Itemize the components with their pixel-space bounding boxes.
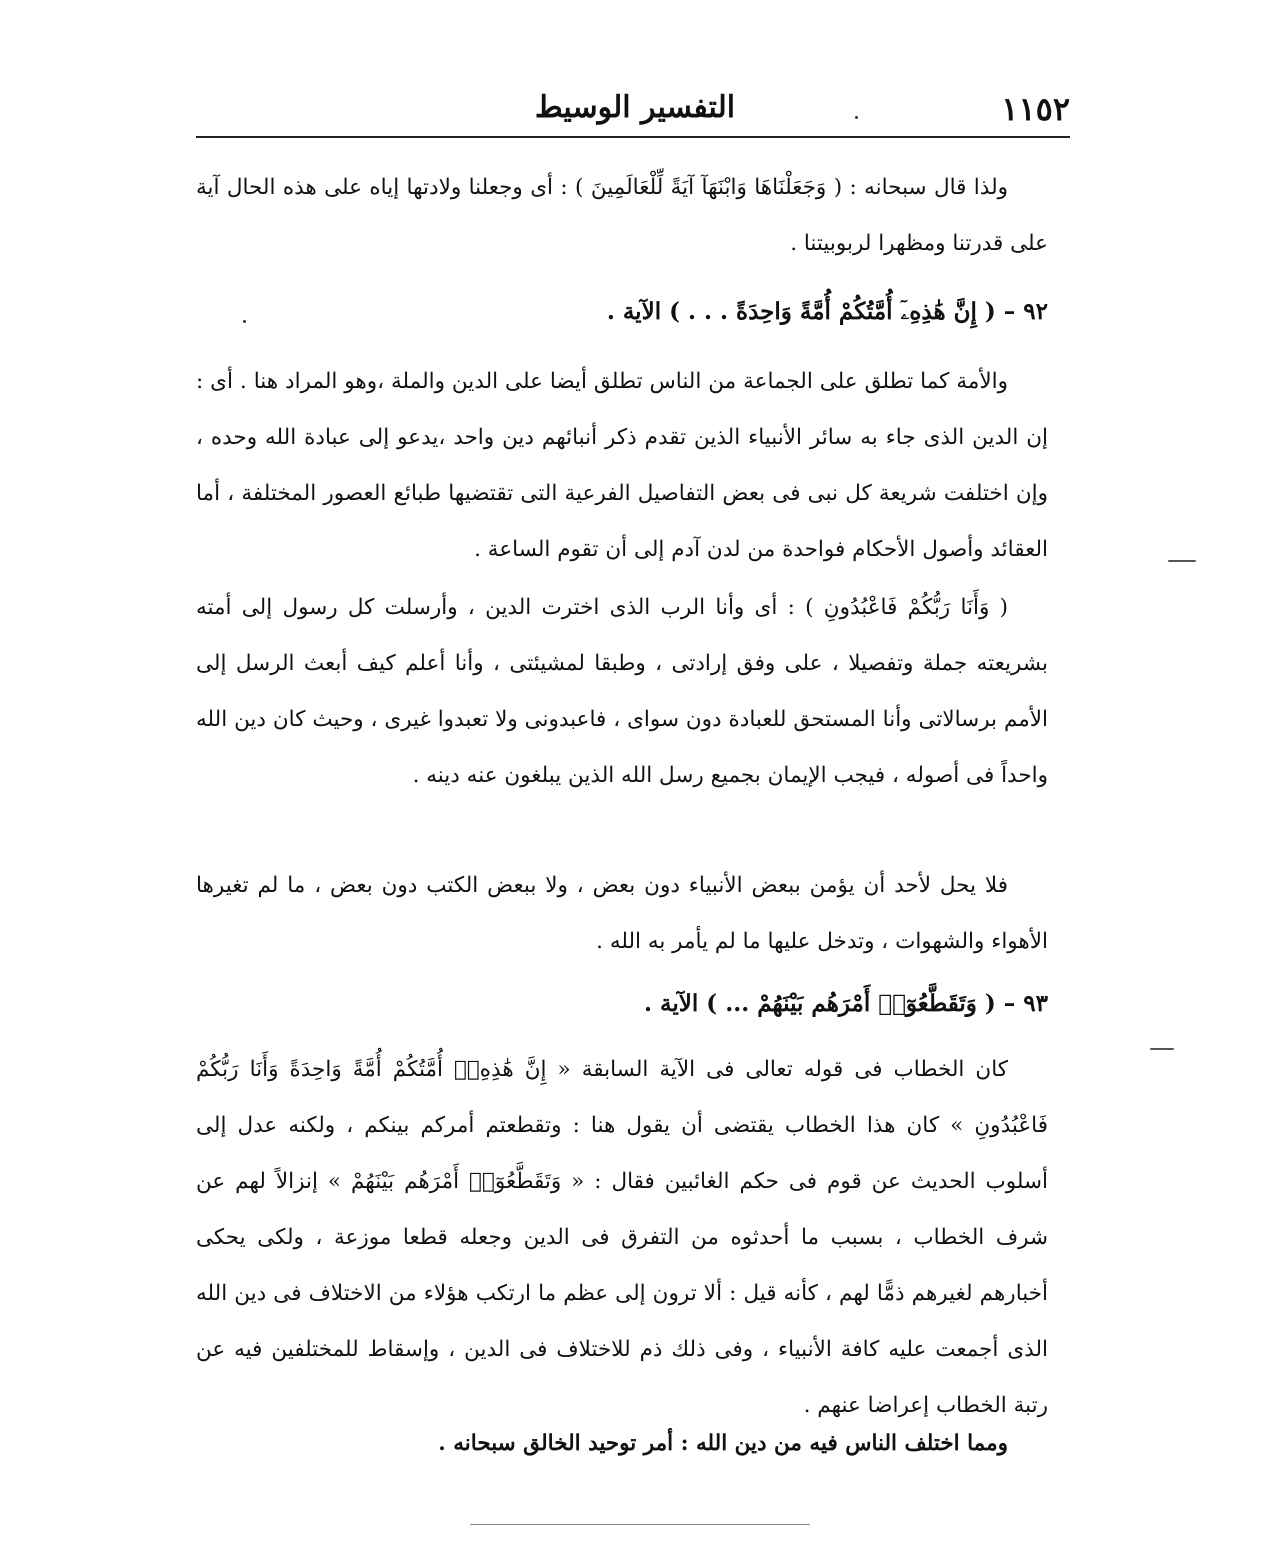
paragraph-5-text: كان الخطاب فى قوله تعالى فى الآية السابقة « إِنَّ هَٰذِهِۦٓ أُمَّتُكُمْ أُمَّةً وَاحِدَةً وَأَنَا رَبُّكُمْ فَاعْبُدُونِ » كان هذا الخطاب يقتضى أن يقول هنا : وتقطعتم أمركم بينكم ، ولكنه عدل إلى أسلوب الحديث عن قوم فى حكم الغائبين فقال : « وَتَقَطَّعُوٓا۟ أَمْرَهُم بَيْنَهُمْ » إنزالاً لهم عن شرف الخطاب ، بسبب ما أحدثوه من التفرق فى الدين وجعله قطعا موزعة ، ولكى يحكى أخبارهم لغيرهم ذمًّا لهم ، كأنه قيل : ألا ترون إلى عظم ما ارتكب هؤلاء من الاختلاف فى دين الله الذى أجمعت عليه كافة الأنبياء ، وفى ذلك ذم للاختلاف فى الدين ، وإسقاط للمختلفين فيه عن رتبة الخطاب إعراضا عنهم . (196, 1057, 1048, 1418)
verse-93-text: ٩٣ – ( وَتَقَطَّعُوٓا۟ أَمْرَهُم بَيْنَهُمْ ... ) الآية . (644, 990, 1048, 1017)
header-rule (196, 136, 1070, 138)
scan-mark (1150, 1048, 1174, 1050)
page-number: ١١٥٢ (1001, 90, 1070, 128)
paragraph-2-text: والأمة كما تطلق على الجماعة من الناس تطلق أيضا على الدين والملة ،وهو المراد هنا . أى : إن الدين الذى جاء به سائر الأنبياء الذين تقدم ذكر أنبائهم دين واحد ،يدعو إلى عبادة الله وحده ، وإن اختلفت شريعة كل نبى فى بعض التفاصيل الفرعية التى تقتضيها طبائع العصور المختلفة ، أما العقائد وأصول الأحكام فواحدة من لدن آدم إلى أن تقوم الساعة . (196, 369, 1048, 562)
paragraph-6-text: ومما اختلف الناس فيه من دين الله : أمر توحيد الخالق سبحانه . (438, 1431, 1008, 1456)
paragraph-4 (196, 858, 1048, 970)
paragraph-4-text: فلا يحل لأحد أن يؤمن ببعض الأنبياء دون بعض ، ولا ببعض الكتب دون بعض ، ما لم تغيرها الأهواء والشهوات ، وتدخل عليها ما لم يأمر به الله . (196, 873, 1048, 954)
paragraph-3 (196, 580, 1048, 804)
paragraph-1-text: ولذا قال سبحانه : ( وَجَعَلْنَاهَا وَابْنَهَآ آيَةً لِّلْعَالَمِينَ ) : أى وجعلنا ولادتها إياه على هذه الحال آية على قدرتنا ومظهرا لربوبيتنا . (196, 175, 1048, 256)
paragraph-2 (196, 354, 1048, 578)
paragraph-6 (196, 1416, 1048, 1472)
scan-speck (855, 116, 858, 119)
paragraph-1 (196, 160, 1048, 272)
paragraph-3-text: ( وَأَنَا رَبُّكُمْ فَاعْبُدُونِ ) : أى وأنا الرب الذى اخترت الدين ، وأرسلت كل رسول إلى أمته بشريعته جملة وتفصيلا ، على وفق إرادتى ، وطبقا لمشيئتى ، وأنا أعلم كيف أبعث الرسل إلى الأمم برسالاتى وأنا المستحق للعبادة دون سواى ، فاعبدونى ولا تعبدوا غيرى ، وحيث كان دين الله واحداً فى أصوله ، فيجب الإيمان بجميع رسل الله الذين يبلغون عنه دينه . (196, 595, 1048, 788)
verse-92-text: ٩٢ – ( إِنَّ هَٰذِهِۦٓ أُمَّتُكُمْ أُمَّةً وَاحِدَةً . . . ) الآية . (606, 298, 1048, 325)
scan-mark (1168, 560, 1196, 562)
page-header (200, 88, 1070, 132)
verse-92-heading (196, 284, 1048, 340)
bottom-rule (470, 1524, 810, 1525)
paragraph-5 (196, 1042, 1048, 1434)
running-title: التفسير الوسيط (534, 90, 736, 125)
scan-speck (243, 320, 246, 323)
verse-93-heading (196, 976, 1048, 1032)
